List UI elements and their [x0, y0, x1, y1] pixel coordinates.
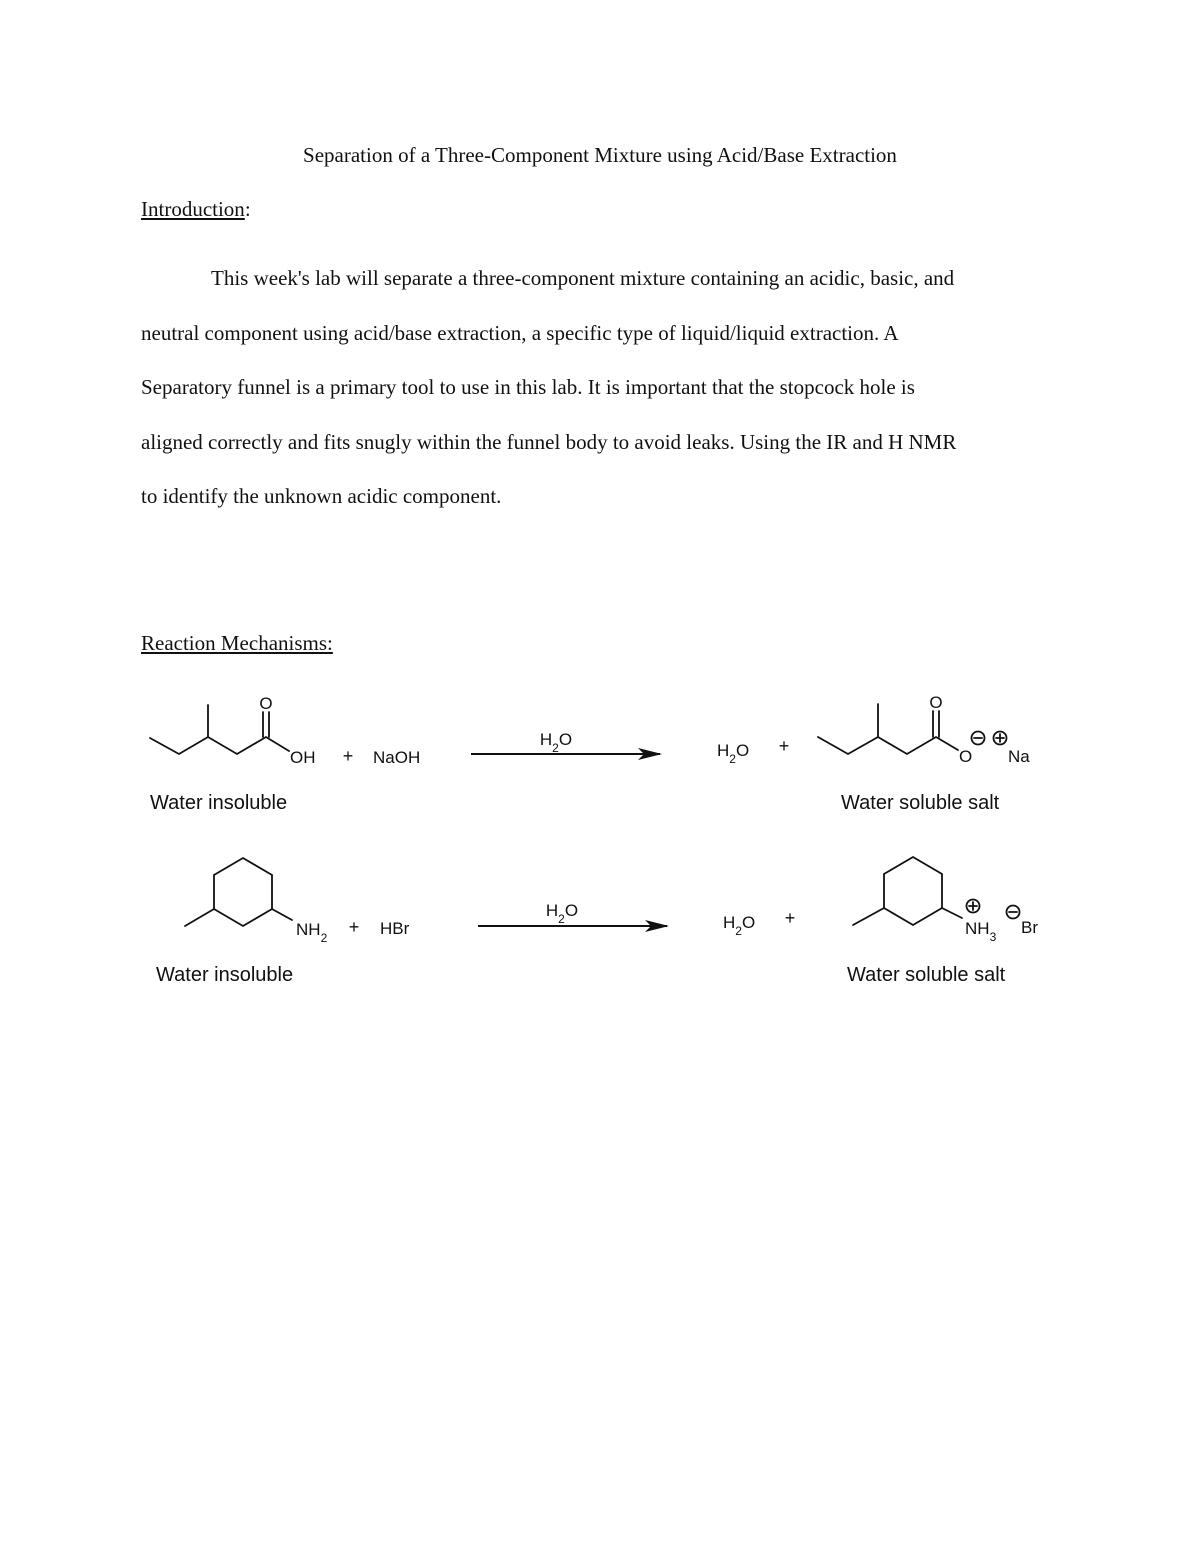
reaction-2-right-caption: Water soluble salt [847, 964, 1006, 986]
reaction-1-plus: + [342, 746, 354, 766]
intro-line-2: neutral component using acid/base extraction, a specific type of liquid/liquid extraction. A [141, 320, 899, 345]
reactant-2-structure [185, 858, 292, 926]
reagent-hbr: HBr [380, 919, 410, 938]
document-title: Separation of a Three-Component Mixture using Acid/Base Extraction [303, 143, 897, 167]
intro-line-1-text: This week's lab will separate a three-component mixture containing an acidic, basic, and [211, 266, 955, 290]
intro-line-5: to identify the unknown acidic component. [141, 484, 502, 508]
product-1-oxide: O [959, 747, 973, 766]
product-2-ammonium: $NH_3$ [965, 919, 997, 944]
product-1-sodium: Na [1008, 747, 1030, 766]
introduction-heading: Introduction [141, 197, 245, 221]
product-1-carbonyl-oxygen: O [929, 693, 943, 712]
reaction-1-right-caption: Water soluble salt [841, 792, 1000, 814]
reaction-2 [156, 857, 1038, 986]
product-1-structure [818, 704, 1007, 754]
reaction-2-plus: + [348, 917, 360, 937]
reaction-2-product-plus: + [784, 908, 796, 928]
mechanisms-heading: Reaction Mechanisms: [141, 631, 333, 655]
reactant-2-amine: $NH_2$ [296, 920, 328, 945]
reactant-1-carbonyl-oxygen: O [259, 694, 273, 713]
intro-line-4: aligned correctly and fits snugly within the funnel body to avoid leaks. Using the IR and H NMR [141, 429, 957, 454]
product-2-bromide: Br [1021, 918, 1038, 937]
product-2-structure [853, 857, 1020, 925]
introduction-colon: : [244, 197, 251, 221]
reaction-1-product-plus: + [778, 736, 790, 756]
reaction-1-arrow-label-text: $H_2O$ [539, 730, 573, 755]
reaction-2-left-caption: Water insoluble [156, 964, 294, 986]
reaction-1-arrow-label [540, 730, 572, 755]
reaction-1-product-water: $H_2O$ [717, 741, 750, 766]
reagent-naoh: NaOH [373, 748, 421, 767]
reaction-2-arrow-label: $H_2O$ [545, 901, 579, 926]
reaction-1 [150, 693, 1030, 814]
reactant-1-hydroxyl: OH [290, 748, 316, 767]
intro-line-3: Separatory funnel is a primary tool to use in this lab. It is important that the stopcock hole is [141, 375, 915, 399]
reaction-2-product-water: $H_2O$ [723, 913, 756, 938]
reaction-1-left-caption: Water insoluble [150, 792, 288, 814]
